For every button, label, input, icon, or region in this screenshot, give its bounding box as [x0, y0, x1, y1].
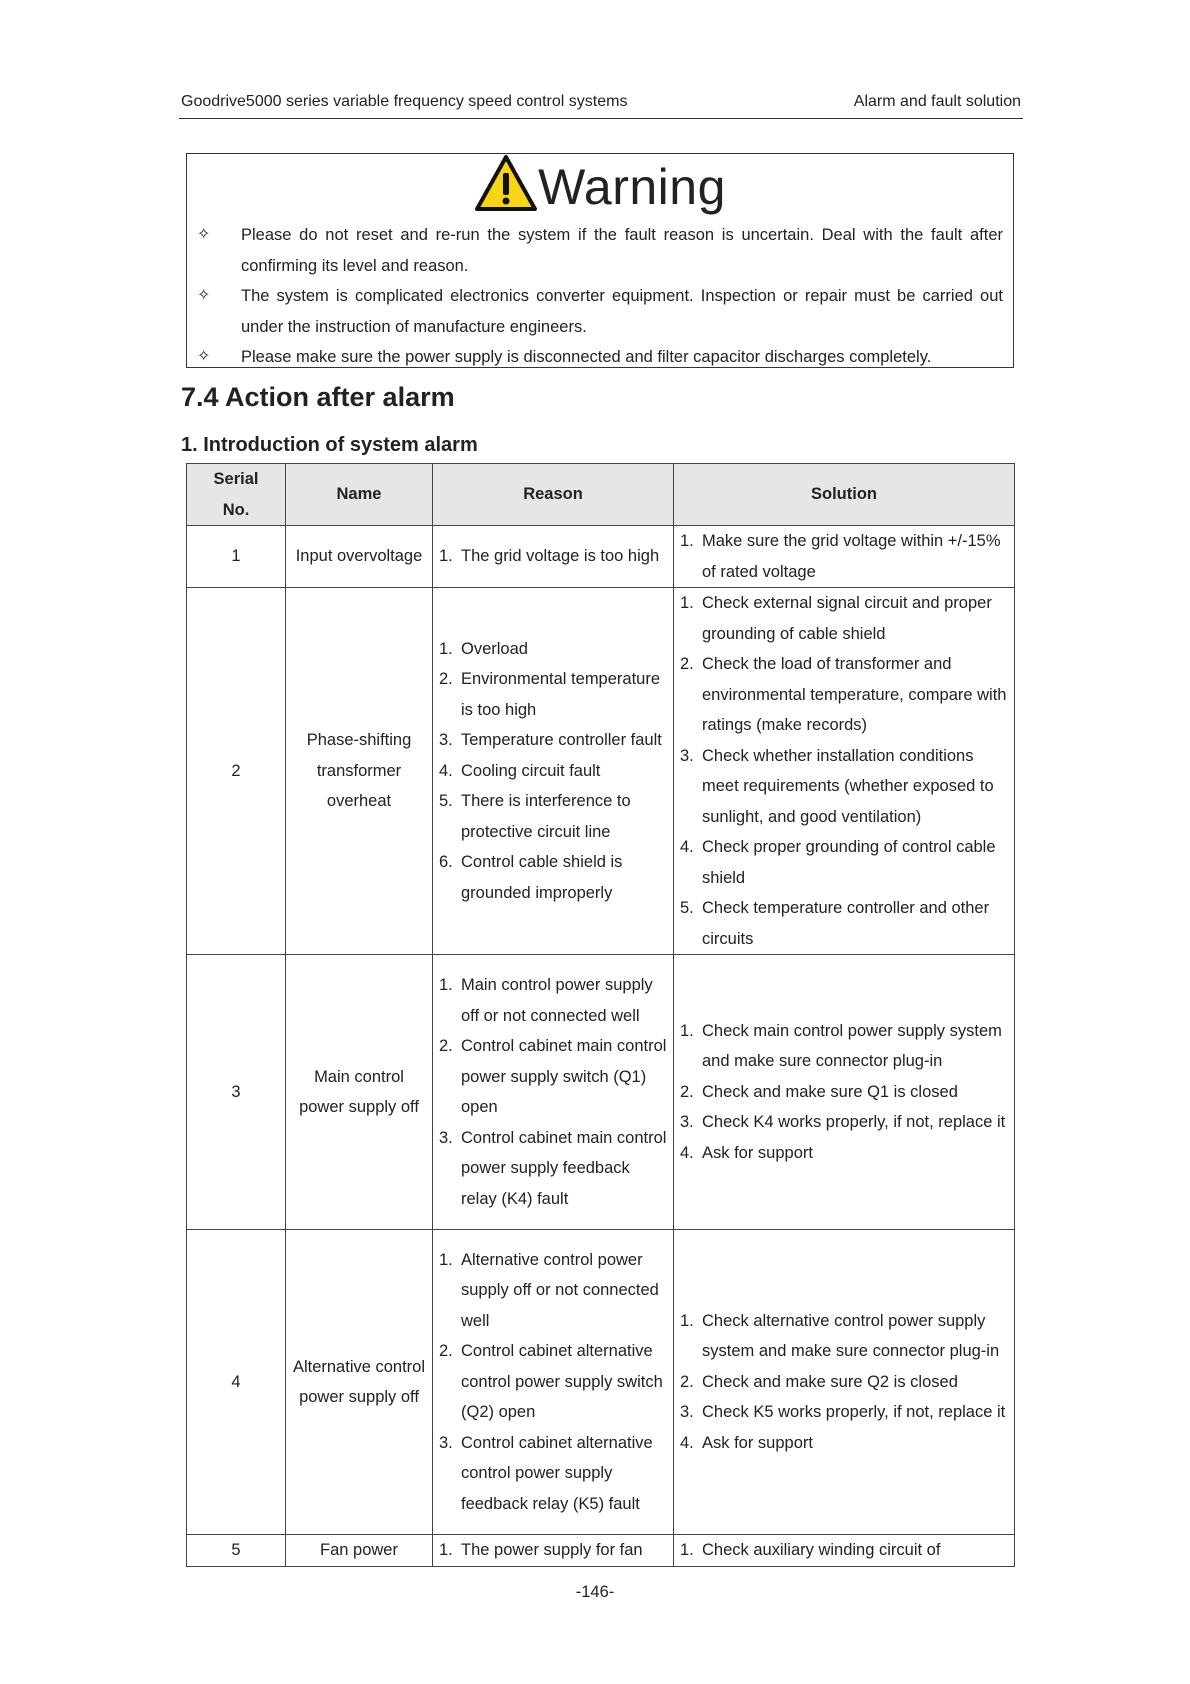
serial-cell: 4 — [187, 1230, 286, 1535]
warning-heading — [187, 158, 1013, 224]
header-reason: Reason — [433, 464, 674, 526]
serial-cell: 1 — [187, 526, 286, 588]
name-cell: Fan power — [286, 1535, 433, 1567]
table-row — [187, 1230, 1015, 1535]
name-cell: Phase-shifting transformer overheat — [286, 588, 433, 955]
reason-cell — [433, 588, 674, 955]
header-solution: Solution — [674, 464, 1015, 526]
list-item: 1. Main control power supply off or not connected well — [439, 976, 653, 1025]
diamond-bullet-icon: ✧ — [197, 348, 211, 365]
alarm-table — [186, 463, 1015, 1567]
warning-item-text: Please make sure the power supply is disconnected and filter capacitor discharges completely. — [241, 348, 932, 366]
warning-list — [187, 220, 1013, 373]
reason-cell — [433, 1230, 674, 1535]
list-item: 1. Check main control power supply system and make sure connector plug-in — [680, 1021, 1002, 1071]
serial-cell: 2 — [187, 588, 286, 955]
solution-cell — [674, 1535, 1015, 1567]
header-chapter-title: Alarm and fault solution — [853, 93, 1021, 110]
list-item: 3. Temperature controller fault — [439, 731, 662, 750]
warning-title: Warning — [538, 159, 726, 215]
list-item: 3. Check K5 works properly, if not, replace it — [680, 1403, 1006, 1422]
header-serial: Serial No. — [187, 464, 286, 526]
list-item: 2. Environmental temperature is too high — [439, 670, 661, 719]
warning-triangle-icon — [474, 154, 538, 212]
serial-cell: 3 — [187, 955, 286, 1230]
list-item: 1. Overload — [439, 639, 528, 658]
list-item: 6. Control cable shield is grounded improperly — [439, 853, 623, 902]
page-number: -146- — [575, 1583, 615, 1601]
table-row — [187, 588, 1015, 955]
warning-item — [187, 281, 1013, 342]
list-item: 3. Check whether installation conditions meet requirements (whether exposed to sunlight, and good ventilation) — [680, 746, 994, 826]
list-item: 3. Check K4 works properly, if not, replace it — [680, 1113, 1006, 1132]
list-item: 1. The power supply for fan — [439, 1541, 643, 1559]
table-row — [187, 1535, 1015, 1567]
serial-cell: 5 — [187, 1535, 286, 1567]
list-item: 2. Control cabinet main control power supply switch (Q1) open — [439, 1037, 667, 1116]
list-item: 1. Check auxiliary winding circuit of — [680, 1541, 941, 1559]
list-item: 4. Ask for support — [680, 1143, 813, 1162]
list-item: 2. Check and make sure Q1 is closed — [680, 1082, 958, 1101]
header-document-title: Goodrive5000 series variable frequency speed control systems — [181, 93, 628, 110]
table-header-row — [187, 464, 1015, 526]
list-item: 1. Check external signal circuit and proper grounding of cable shield — [680, 594, 992, 643]
subsection-title: 1. Introduction of system alarm — [181, 434, 478, 456]
list-item: 4. Ask for support — [680, 1433, 813, 1452]
list-item: 5. There is interference to protective circuit line — [439, 792, 631, 841]
name-cell: Alternative control power supply off — [286, 1230, 433, 1535]
list-item: 3. Control cabinet main control power supply feedback relay (K4) fault — [439, 1128, 667, 1208]
list-item: 1. Make sure the grid voltage within +/-15% of rated voltage — [680, 532, 1001, 581]
reason-cell — [433, 955, 674, 1230]
name-cell: Main control power supply off — [286, 955, 433, 1230]
list-item: 4. Check proper grounding of control cable shield — [680, 838, 996, 887]
list-item: 3. Control cabinet alternative control power supply feedback relay (K5) fault — [439, 1433, 653, 1513]
solution-cell — [674, 526, 1015, 588]
header-name: Name — [286, 464, 433, 526]
warning-item-text: The system is complicated electronics converter equipment. Inspection or repair must be carried out under the instruction of manufacture engineers. — [241, 287, 1003, 336]
diamond-bullet-icon: ✧ — [197, 287, 211, 304]
warning-item — [187, 220, 1013, 281]
table-row — [187, 955, 1015, 1230]
list-item: 2. Control cabinet alternative control power supply switch (Q2) open — [439, 1342, 663, 1422]
list-item: 1. Check alternative control power supply system and make sure connector plug-in — [680, 1311, 1000, 1361]
list-item: 2. Check and make sure Q2 is closed — [680, 1372, 958, 1391]
list-item: 1. Alternative control power supply off or not connected well — [439, 1250, 659, 1330]
solution-cell — [674, 955, 1015, 1230]
reason-cell — [433, 1535, 674, 1567]
list-item: 2. Check the load of transformer and environmental temperature, compare with ratings (make records) — [680, 655, 1007, 734]
page-header — [179, 92, 1023, 119]
list-item: 1. The grid voltage is too high — [439, 547, 660, 566]
reason-cell — [433, 526, 674, 588]
table-row — [187, 526, 1015, 588]
solution-cell — [674, 588, 1015, 955]
warning-item — [187, 342, 1013, 373]
solution-cell — [674, 1230, 1015, 1535]
list-item: 4. Cooling circuit fault — [439, 761, 601, 780]
warning-box — [186, 153, 1014, 368]
name-cell: Input overvoltage — [286, 526, 433, 588]
list-item: 5. Check temperature controller and other circuits — [680, 899, 990, 948]
diamond-bullet-icon: ✧ — [197, 226, 211, 243]
warning-item-text: Please do not reset and re-run the system if the fault reason is uncertain. Deal with the fault after confirming its level and reason. — [241, 226, 1003, 275]
section-title: 7.4 Action after alarm — [181, 382, 455, 412]
